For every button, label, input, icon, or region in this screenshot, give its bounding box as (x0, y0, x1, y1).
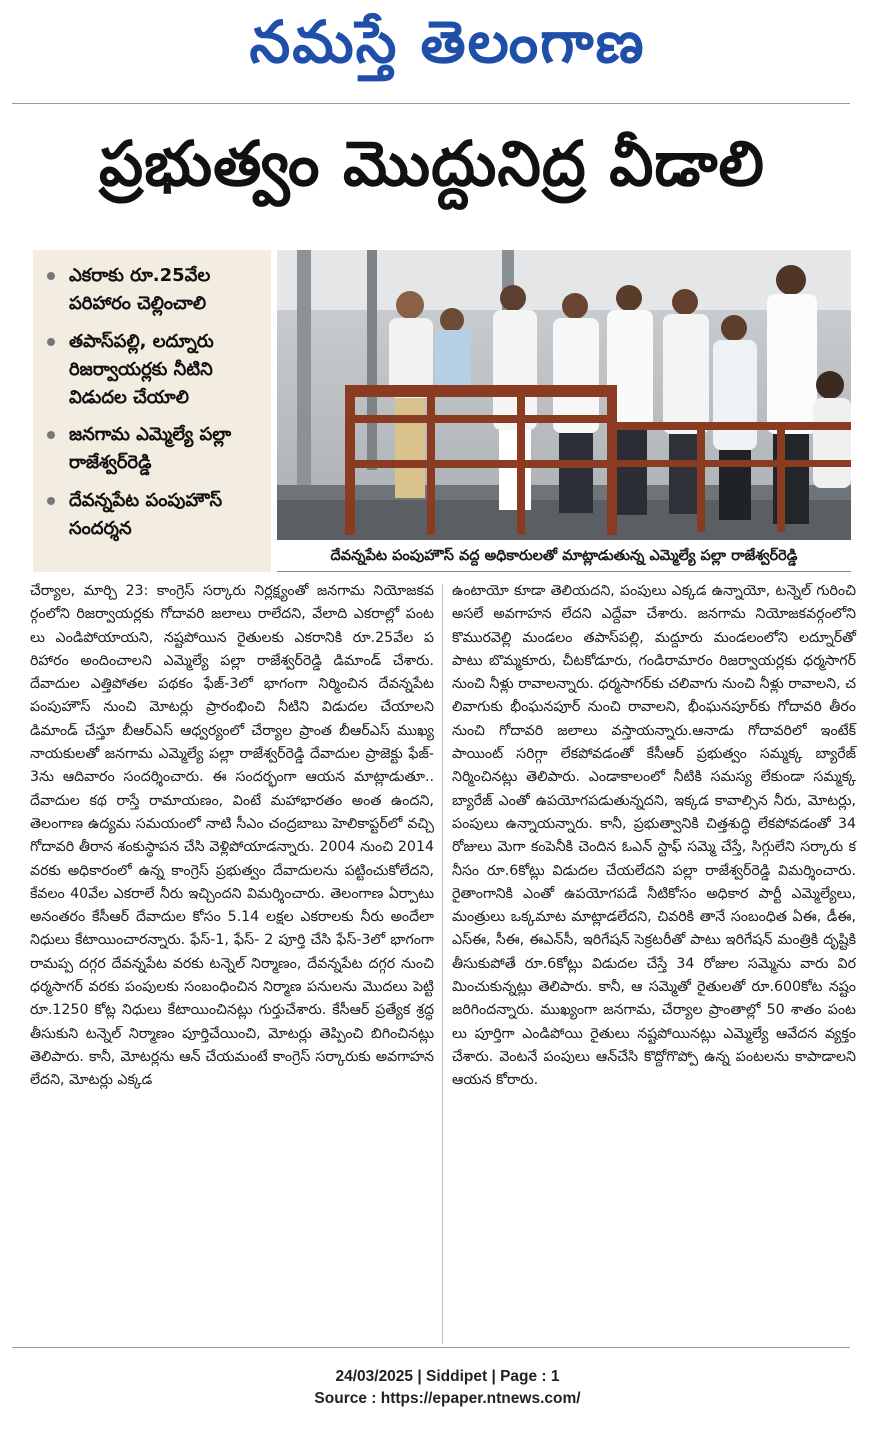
highlight-text: తపాస్‌పల్లి, లద్నూరు రిజర్వాయర్లకు నీటిని విడుదల చేయాలి (69, 330, 214, 408)
photo-illustration (277, 250, 851, 540)
bullet-icon (47, 272, 55, 280)
source-link[interactable]: Source : https://epaper.ntnews.com/ (314, 1390, 581, 1407)
column-divider (442, 584, 443, 1344)
article-text: చేర్యాల, మార్చి 23: కాంగ్రెస్ సర్కారు నిర్లక్ష్యంతో జనగామ నియోజకవర్గంలోని రిజర్వాయర్లకు గోదావరి జలాలు రాలేదని, వేలాది ఎకరాల్లో పంటలు ఎండిపోయాయని, నష్టపోయిన రైతులకు ఎకరానికి రూ.25వేల పరిహారం అందించాలని ఎమ్మెల్యే పల్లా రాజేశ్వర్‌రెడ్డి డిమాండ్ చేశారు. దేవాదుల ఎత్తిపోతల పథకం ఫేజ్-3లో భాగంగా నిర్మించిన దేవన్నపేట పంపుహౌస్ నుంచి మోటర్లు ప్రారంభించి నీటిని విడుదల చేయాలని డిమాండ్ చేస్తూ బీఆర్‌ఎస్ ఆధ్వర్యంలో చేర్యాల ప్రాంత బీఆర్‌ఎస్ ముఖ్య నాయకులతో జనగామ ఎమ్మెల్యే పల్లా రాజేశ్వర్‌రెడ్డి దేవాదుల ప్రాజెక్టు ఫేజ్-3ను ఆదివారం సందర్శించారు. ఈ సందర్భంగా ఆయన మాట్లాడుతూ.. దేవాదుల కథ రాస్తే రామాయణం, వింటే మహాభారతం అంత ఉందని, తెలంగాణ ఉద్యమ సమయంలో నాటి సీఎం చంద్రబాబు హెలికాప్టర్‌లో వచ్చి గోదావరి తీరాన శంకుస్థాపన చేసి వెళ్లిపోయాడన్నారు. 2004 నుంచి 2014 వరకు అధికారంలో ఉన్న కాంగ్రెస్ ప్రభుత్వం దేవాదులను పట్టించుకోలేదని, కేవలం 40వేల ఎకరాలే నీరు ఇచ్చిందని విమర్శించారు. తెలంగాణ ఏర్పాటు అనంతరం కేసీఆర్ దేవాదుల కోసం 5.14 లక్షల ఎకరాలకు నీరు అందేలా నిధులు కేటాయించారన్నారు. ఫేస్-1, ఫేస్- 2 పూర్తి చేసి ఫేస్-3లో భాగంగా రామప్ప దగ్గర దేవన్నపేట వరకు టన్నెల్ నిర్మాణం, దేవన్నపేట దగ్గర నుంచి ధర్మసాగర్ వరకు పంపులకు సంబంధించిన నిర్మాణ పనులను మొదలు పెట్టి రూ.1250 కోట్ల నిధులు కేటాయించినట్లు గుర్తుచేశారు. కేసీఆర్ ప్రత్యేక శ్రద్ధ తీసుకుని టన్నెల్ నిర్మాణం పూర్తిచేయించి, మోటర్లు తెప్పించి బిగించినట్లు తెలిపారు. కానీ, మోటర్లను ఆన్ చేయమంటే కాంగ్రెస్ సర్కారుకు అవగాహన లేదని, మోటర్లు ఎక్కడ (30, 583, 434, 1089)
article-text: ఉంటాయో కూడా తెలియదని, పంపులు ఎక్కడ ఉన్నాయో, టన్నెల్ గురించి అసలే అవగాహన లేదని ఎద్దేవా చేశారు. జనగామ నియోజకవర్గంలోని కొమురవెల్లి మండలం తపాస్‌పల్లి, మద్దూరు మండలంలోని లద్నూర్‌తో పాటు బొమ్మకూరు, చీటకోడూరు, గండిరామారం రిజర్వాయర్లకు ధర్మసాగర్ నుంచి నీళ్లు రావాలన్నారు. ధర్మసాగర్‌కు చలివాగు నుంచి నీళ్లు రావాలని, చలివాగుకు భీంఘనపూర్ నుంచి రావాలని, భీంఘనపూర్‌కు గోదావరి తీరం నుంచి గోదావరి జలాలు వస్తాయన్నారు.ఆనాడు గోదావరిలో ఇంటేక్ పాయింట్ సరిగ్గా లేకపోవడంతో కేసీఆర్ ప్రభుత్వం సమ్మక్క బ్యారేజ్ నిర్మించినట్లు తెలిపారు. ఎండాకాలంలో నీటికి సమస్య లేకుండా సమ్మక్క బ్యారేజ్ ఎంతో ఉపయోగపడుతున్నదని, ఇక్కడ కావాల్సిన నీరు, మోటర్లు, పంపులు ఉన్నాయన్నారు. కానీ, ప్రభుత్వానికి చిత్తశుద్ధి లేకపోవడంతో 34 రోజులు మెగా కంపెనీకి చెందిన ఓఎన్ స్టాఫ్ సమ్మె చేస్తే, సిగ్గులేని సర్కారు కనీసం రూ.6కోట్లు విడుదల చేయలేదని పల్లా రాజేశ్వర్‌రెడ్డి విమర్శించారు. రైతాంగానికి ఎంతో ఉపయోగపడే నీటికోసం అధికార పార్టీ ఎమ్మెల్యేలు, మంత్రులు ఒక్కమాట మాట్లాడలేదని, చివరికి తానే సంబంధిత ఏఈ, డీఈ, ఎస్‌ఈ, సీఈ, ఈఎన్‌సీ, ఇరిగేషన్ సెక్రటరీతో పాటు ఇరిగేషన్ మంత్రికి దృష్టికి తీసుకుపోతే రూ.6కోట్లు విడుదల చేస్తే 34 రోజుల సమ్మెను వారు విరమించుకున్నట్లు తెలిపారు. కానీ, ఆ సమ్మెతో రైతులతో రూ.600కోట నష్టం జరిగిందన్నారు. ముఖ్యంగా జనగామ, చేర్యాల ప్రాంతాల్లో 50 శాతం పంటలు పూర్తిగా ఎండిపోయి రైతులు నష్టపోయినట్లు ఎమ్మెల్యే ఆవేదన వ్యక్తం చేశారు. వెంటనే పంపులు ఆన్‌చేసి కొద్దోగొప్పో ఉన్న పంటలను కాపాడాలని ఆయన కోరారు. (452, 583, 856, 1089)
highlight-item (47, 328, 261, 412)
dateline: 24/03/2025 | Siddipet | Page : 1 (335, 1368, 560, 1385)
highlight-item (47, 421, 261, 477)
highlight-item (47, 487, 261, 543)
highlight-text: దేవన్నపేట పంపుహౌస్ సందర్శన (69, 490, 223, 540)
photo-caption: దేవన్నపేట పంపుహౌస్ వద్ద అధికారులతో మాట్లాడుతున్న ఎమ్మెల్యే పల్లా రాజేశ్వర్‌రెడ్డి (277, 540, 851, 572)
bottom-divider (12, 1347, 850, 1348)
highlight-item (47, 262, 261, 318)
newspaper-logo: నమస్తే తెలంగాణ (249, 8, 646, 76)
bullet-icon (47, 497, 55, 505)
bullet-icon (47, 431, 55, 439)
highlight-text: ఎకరాకు రూ.25వేల పరిహారం చెల్లించాలి (69, 265, 211, 314)
article-column-left (30, 580, 434, 1093)
article-column-right (452, 580, 856, 1093)
news-photo (277, 250, 851, 540)
article-headline: ప్రభుత్వం మొద్దునిద్ర వీడాలి (99, 127, 765, 200)
top-divider (12, 103, 850, 104)
bullet-icon (47, 338, 55, 346)
page-footer (0, 1366, 895, 1410)
highlight-text: జనగామ ఎమ్మెల్యే పల్లా రాజేశ్వర్‌రెడ్డి (69, 424, 232, 474)
highlights-box (33, 250, 271, 572)
masthead (0, 0, 895, 100)
